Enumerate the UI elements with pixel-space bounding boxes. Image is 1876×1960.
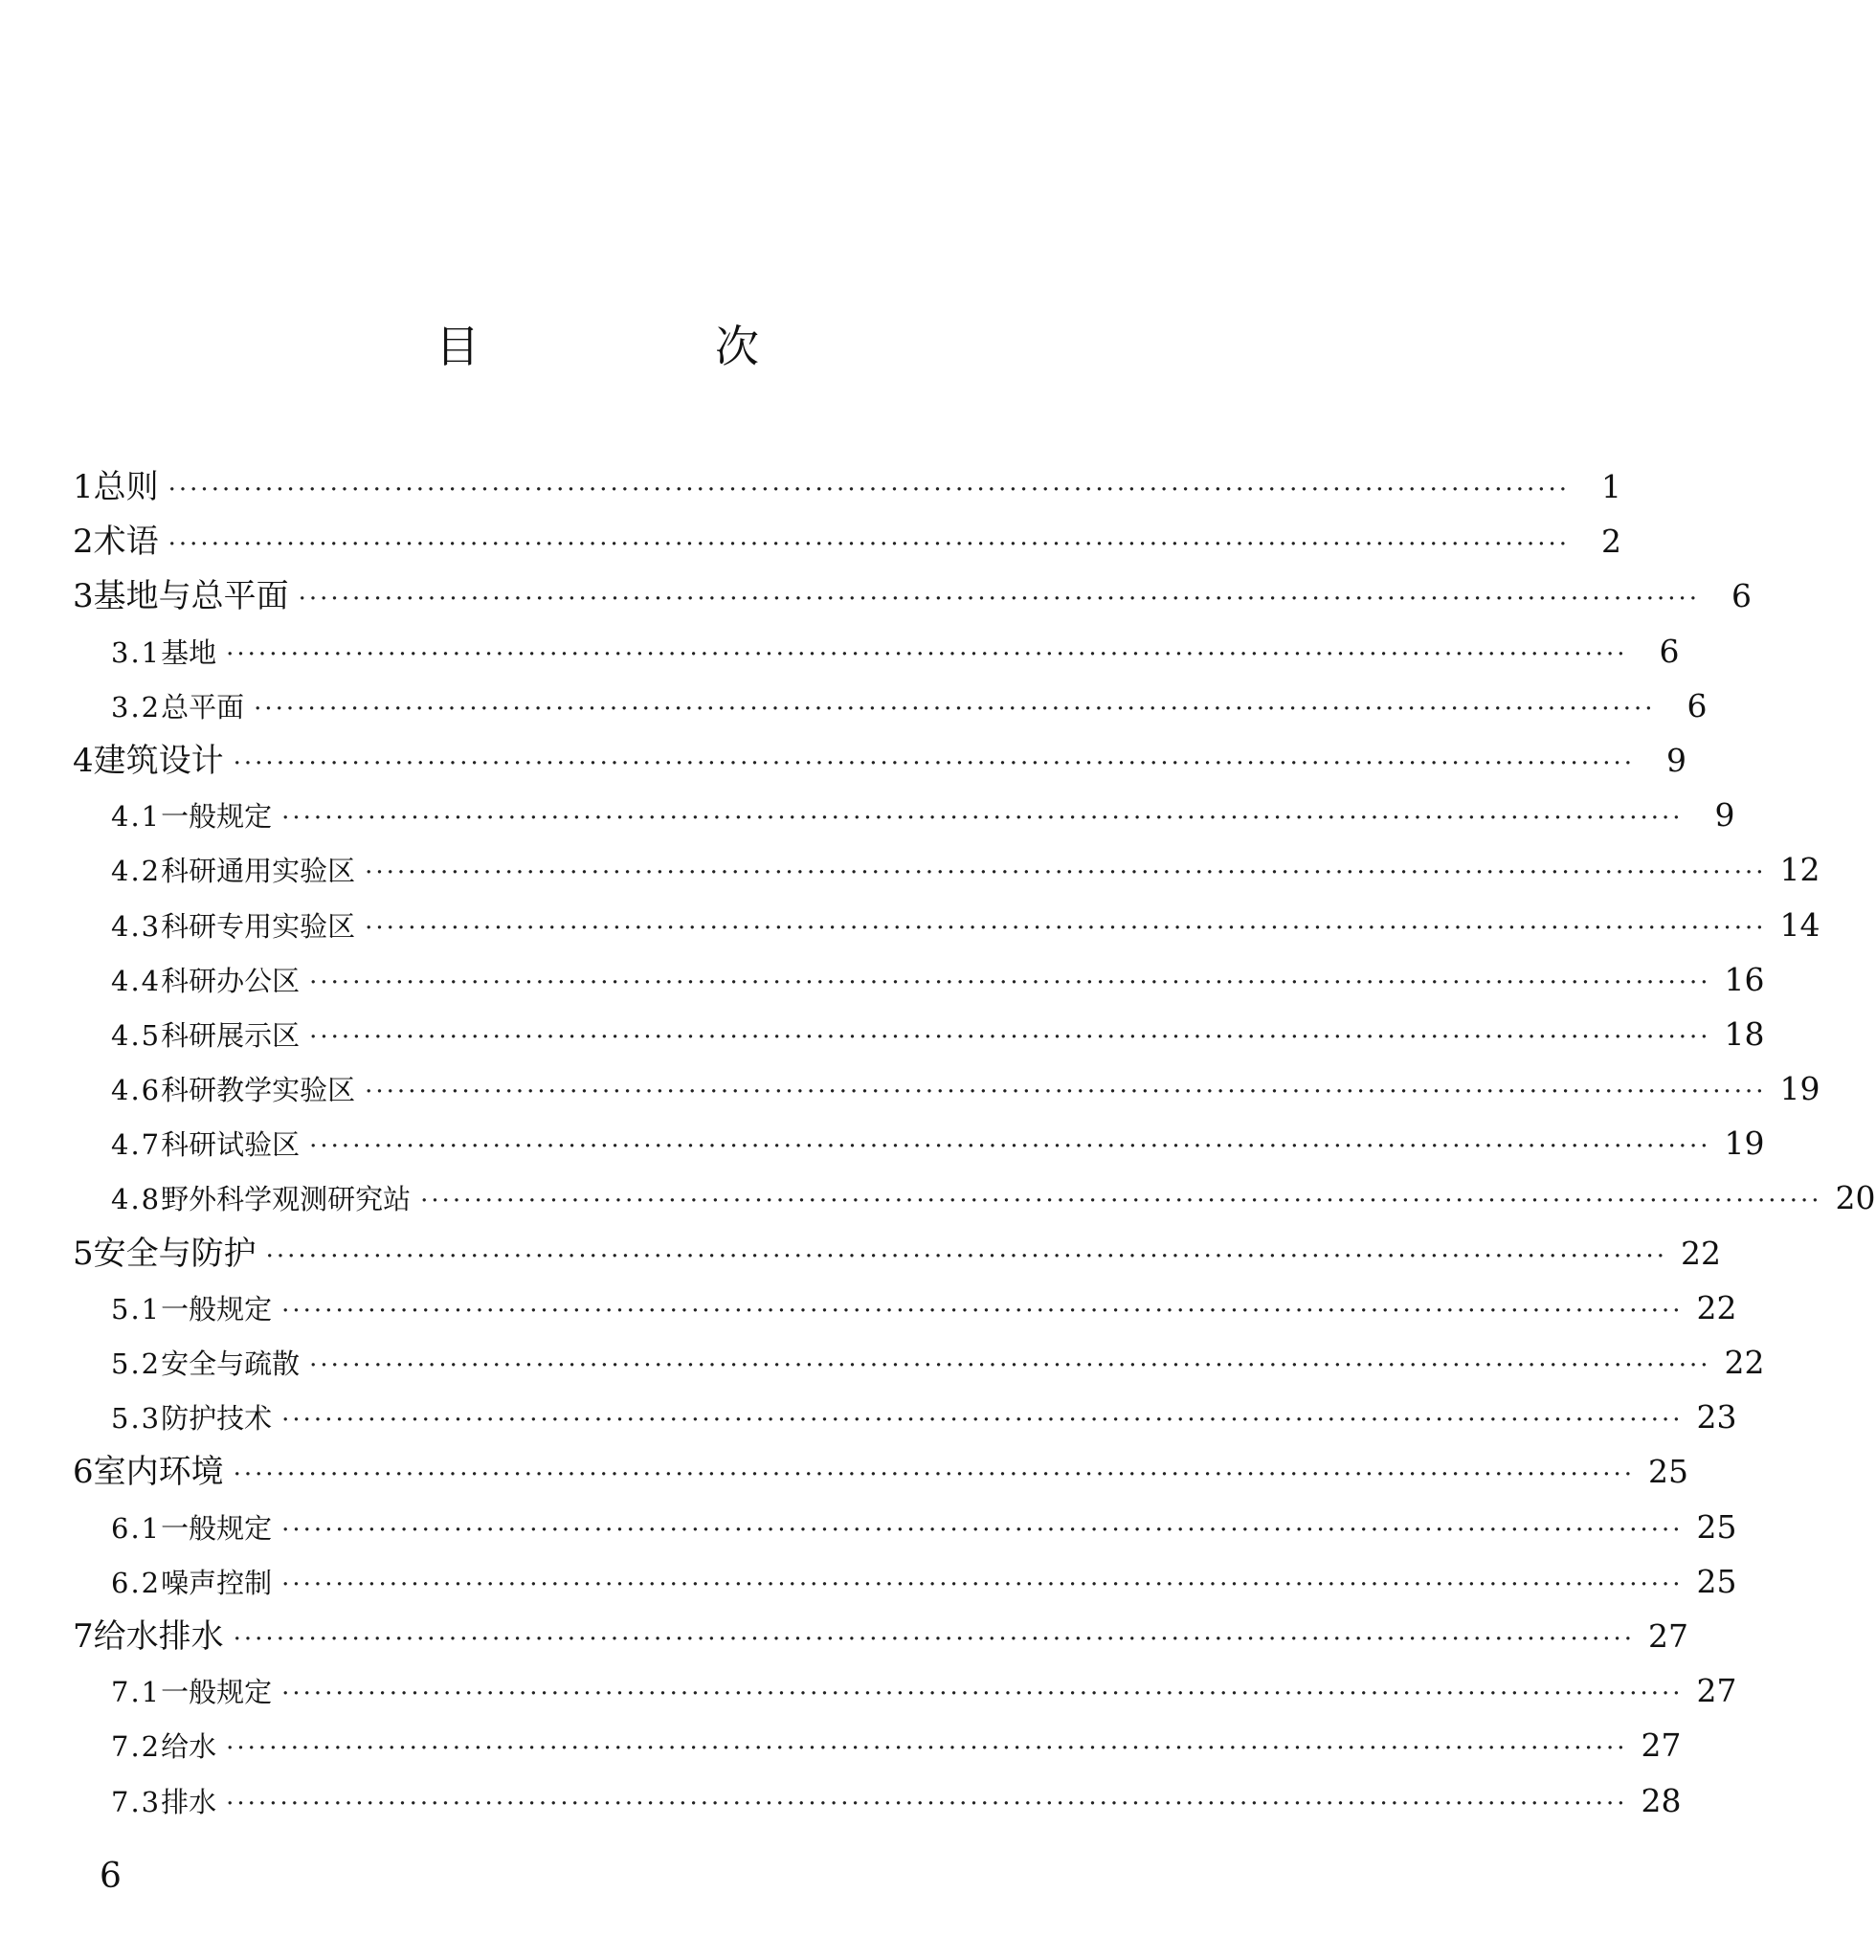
toc-entry-title: 科研办公区 xyxy=(161,964,301,997)
toc-entry-number: 4.3 xyxy=(111,909,162,943)
toc-entry[interactable] xyxy=(73,1773,1682,1828)
toc-leader-dots: ·································································································································· xyxy=(309,1132,1711,1162)
toc-entry-title: 建筑设计 xyxy=(93,741,224,780)
toc-entry[interactable] xyxy=(73,679,1708,733)
toc-entry-page: 12 xyxy=(1779,851,1820,889)
table-of-contents xyxy=(73,459,1876,1828)
toc-entry-page: 27 xyxy=(1648,1616,1689,1655)
toc-entry-title: 科研试验区 xyxy=(161,1128,301,1162)
toc-leader-dots: ·································································································································· xyxy=(309,1022,1711,1052)
toc-leader-dots: ·································································································································· xyxy=(233,748,1636,778)
toc-entry-page: 19 xyxy=(1724,1125,1765,1163)
toc-entry-number: 3.1 xyxy=(111,635,162,669)
toc-entry-title: 安全与疏散 xyxy=(161,1348,301,1380)
toc-entry-page: 14 xyxy=(1779,905,1820,944)
toc-entry-page: 27 xyxy=(1696,1672,1737,1710)
toc-entry-number: 4.7 xyxy=(111,1128,162,1162)
toc-entry[interactable] xyxy=(73,514,1622,568)
toc-entry[interactable] xyxy=(73,568,1753,623)
toc-entry-number: 4.6 xyxy=(111,1074,162,1107)
toc-entry-title: 术语 xyxy=(93,523,159,562)
toc-leader-dots: ·································································································································· xyxy=(281,804,1684,834)
toc-entry-page: 27 xyxy=(1641,1726,1682,1765)
toc-entry-title: 一般规定 xyxy=(161,1676,273,1709)
toc-leader-dots: ·································································································································· xyxy=(281,1680,1684,1709)
toc-entry-number: 4.4 xyxy=(111,964,162,997)
toc-entry-number: 7.3 xyxy=(111,1785,162,1818)
toc-entry-page: 2 xyxy=(1601,523,1622,561)
toc-entry-page: 25 xyxy=(1696,1562,1737,1600)
toc-entry[interactable] xyxy=(73,1609,1689,1663)
toc-entry[interactable] xyxy=(73,842,1820,897)
toc-entry-number: 4 xyxy=(73,741,94,780)
toc-leader-dots: ·································································································································· xyxy=(309,1351,1711,1380)
toc-entry-number: 3.2 xyxy=(111,690,162,724)
toc-leader-dots: ·································································································································· xyxy=(281,1406,1684,1436)
toc-entry-number: 2 xyxy=(73,523,94,562)
page-title: 目 次 xyxy=(436,321,855,372)
toc-leader-dots: ·································································································································· xyxy=(265,1241,1668,1271)
toc-leader-dots: ·································································································································· xyxy=(226,1789,1628,1818)
toc-entry-page: 22 xyxy=(1696,1288,1737,1326)
toc-entry-page: 1 xyxy=(1601,468,1622,505)
toc-entry-number: 4.5 xyxy=(111,1018,162,1052)
toc-entry-page: 22 xyxy=(1724,1344,1765,1381)
toc-entry[interactable] xyxy=(73,898,1820,952)
toc-leader-dots: ·································································································································· xyxy=(281,1570,1684,1599)
toc-leader-dots: ·································································································································· xyxy=(226,1734,1628,1764)
toc-entry[interactable] xyxy=(73,1390,1737,1444)
toc-entry-page: 6 xyxy=(1659,632,1680,670)
toc-entry-number: 7.1 xyxy=(111,1676,162,1709)
toc-entry-title: 科研通用实验区 xyxy=(161,855,356,888)
toc-entry-page: 18 xyxy=(1724,1014,1765,1053)
toc-entry-title: 科研专用实验区 xyxy=(161,909,356,943)
toc-entry-page: 6 xyxy=(1731,577,1753,615)
toc-entry-title: 科研展示区 xyxy=(161,1018,301,1052)
footer-page-number: 6 xyxy=(100,1857,122,1896)
toc-entry-number: 6.2 xyxy=(111,1566,162,1599)
toc-entry[interactable] xyxy=(73,1335,1765,1390)
toc-entry-title: 总则 xyxy=(93,468,159,506)
toc-entry-number: 7 xyxy=(73,1616,94,1656)
toc-entry-page: 22 xyxy=(1681,1234,1722,1272)
toc-leader-dots: ·································································································································· xyxy=(226,639,1628,669)
toc-leader-dots: ·································································································································· xyxy=(420,1187,1822,1216)
toc-leader-dots: ·································································································································· xyxy=(309,968,1711,997)
toc-entry[interactable] xyxy=(73,1500,1737,1554)
toc-entry-title: 基地与总平面 xyxy=(93,577,289,616)
toc-entry[interactable] xyxy=(73,952,1765,1007)
toc-leader-dots: ·································································································································· xyxy=(281,1296,1684,1325)
toc-entry-title: 科研教学实验区 xyxy=(161,1074,356,1107)
toc-leader-dots: ·································································································································· xyxy=(233,1624,1636,1654)
toc-entry-number: 5.2 xyxy=(111,1348,162,1380)
toc-entry-page: 16 xyxy=(1724,960,1765,998)
toc-entry[interactable] xyxy=(73,733,1687,788)
toc-entry-title: 排水 xyxy=(161,1785,217,1818)
toc-entry-title: 防护技术 xyxy=(161,1402,273,1436)
toc-entry[interactable] xyxy=(73,788,1735,842)
toc-entry-number: 6 xyxy=(73,1453,94,1492)
toc-entry-page: 25 xyxy=(1648,1453,1689,1491)
toc-entry-title: 给水排水 xyxy=(93,1616,224,1656)
toc-entry-number: 4.1 xyxy=(111,800,162,834)
toc-entry-number: 4.2 xyxy=(111,855,162,888)
toc-leader-dots: ·································································································································· xyxy=(281,1515,1684,1545)
toc-entry-page: 28 xyxy=(1641,1781,1682,1819)
toc-entry[interactable] xyxy=(73,1061,1820,1116)
toc-entry-title: 安全与防护 xyxy=(93,1234,257,1273)
toc-entry[interactable] xyxy=(73,1444,1689,1499)
toc-entry-page: 25 xyxy=(1696,1507,1737,1546)
toc-entry[interactable] xyxy=(73,1718,1682,1772)
toc-entry[interactable] xyxy=(73,1116,1765,1170)
toc-entry[interactable] xyxy=(73,1663,1737,1718)
toc-entry-number: 3 xyxy=(73,577,94,616)
toc-entry[interactable] xyxy=(73,1170,1876,1225)
toc-entry-page: 6 xyxy=(1686,686,1708,724)
toc-leader-dots: ·································································································································· xyxy=(365,913,1767,943)
toc-leader-dots: ·································································································································· xyxy=(168,476,1571,504)
toc-entry-page: 9 xyxy=(1714,796,1735,835)
toc-entry-page: 9 xyxy=(1666,741,1687,779)
toc-entry-number: 4.8 xyxy=(111,1183,162,1216)
toc-entry-number: 5.3 xyxy=(111,1402,162,1436)
toc-entry-page: 23 xyxy=(1696,1398,1737,1437)
toc-entry[interactable] xyxy=(73,624,1680,679)
toc-leader-dots: ·································································································································· xyxy=(298,585,1701,614)
toc-leader-dots: ·································································································································· xyxy=(233,1460,1636,1490)
toc-entry[interactable] xyxy=(73,1226,1722,1281)
toc-entry-number: 6.1 xyxy=(111,1511,162,1545)
toc-entry-title: 室内环境 xyxy=(93,1453,224,1492)
toc-entry-title: 一般规定 xyxy=(161,1292,273,1325)
toc-entry-title: 一般规定 xyxy=(161,1511,273,1545)
toc-entry[interactable] xyxy=(73,1007,1765,1061)
toc-entry-page: 19 xyxy=(1779,1070,1820,1108)
toc-entry-title: 总平面 xyxy=(161,690,245,724)
toc-leader-dots: ·································································································································· xyxy=(365,1078,1767,1107)
toc-entry-title: 基地 xyxy=(161,635,217,669)
toc-entry[interactable] xyxy=(73,1281,1737,1335)
toc-entry-number: 1 xyxy=(73,468,94,506)
toc-entry-number: 7.2 xyxy=(111,1730,162,1764)
toc-entry-title: 野外科学观测研究站 xyxy=(161,1183,412,1216)
toc-entry-number: 5.1 xyxy=(111,1292,162,1325)
toc-entry-title: 一般规定 xyxy=(161,800,273,834)
toc-entry-title: 给水 xyxy=(161,1730,217,1764)
toc-leader-dots: ·································································································································· xyxy=(168,530,1571,560)
toc-entry[interactable] xyxy=(73,459,1622,514)
toc-entry-page: 20 xyxy=(1835,1179,1876,1217)
toc-leader-dots: ·································································································································· xyxy=(365,858,1767,888)
toc-entry-number: 5 xyxy=(73,1234,94,1273)
toc-leader-dots: ·································································································································· xyxy=(254,694,1656,724)
toc-entry[interactable] xyxy=(73,1554,1737,1609)
toc-entry-title: 噪声控制 xyxy=(161,1566,273,1599)
